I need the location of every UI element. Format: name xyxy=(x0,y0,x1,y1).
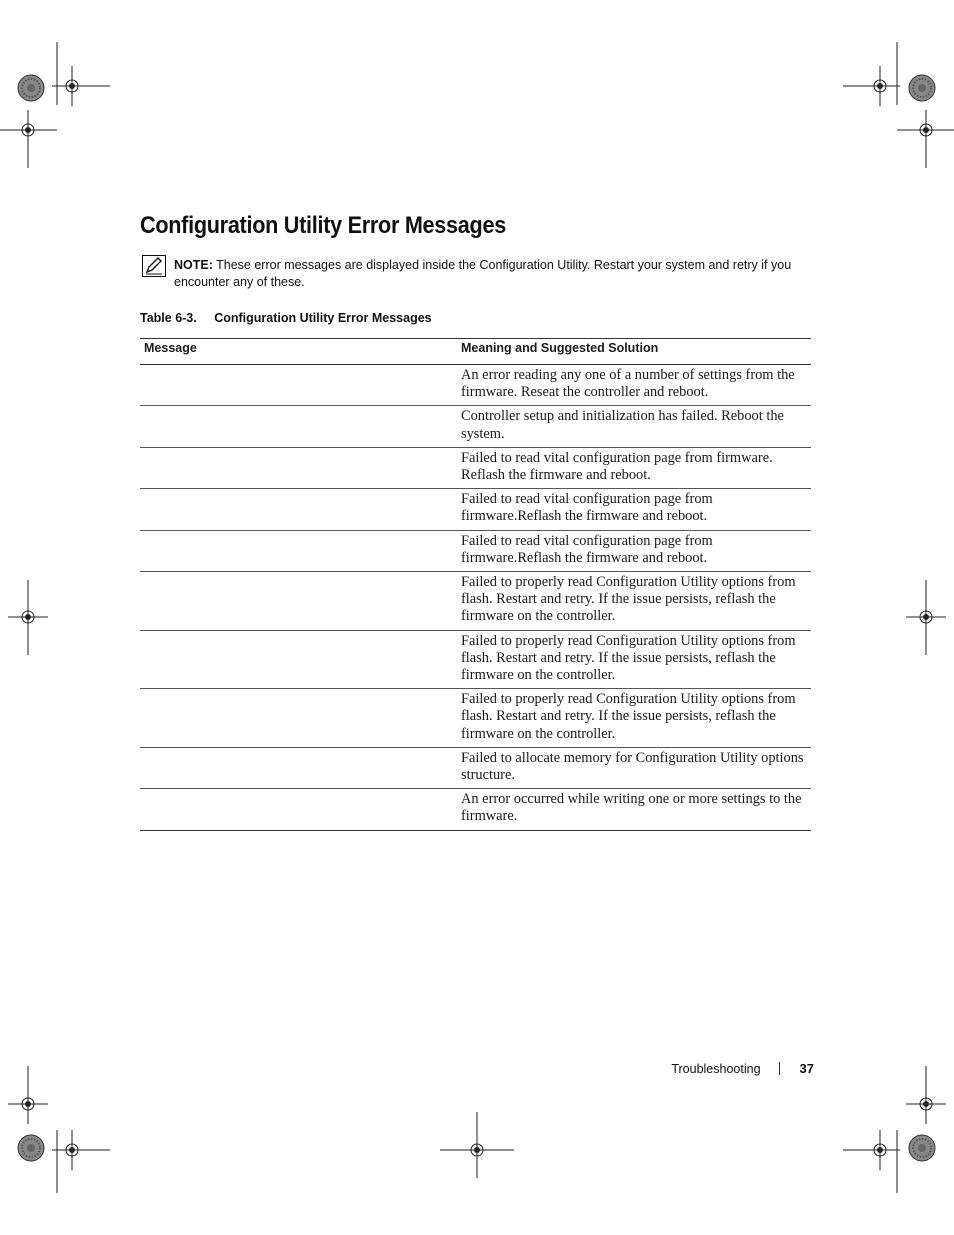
table-caption xyxy=(140,311,432,325)
meaning-cell: Controller setup and initialization has failed. Reboot the system. xyxy=(457,406,811,447)
meaning-cell: Failed to read vital configuration page from firmware.Reflash the firmware and reboot. xyxy=(457,530,811,571)
page-title: Configuration Utility Error Messages xyxy=(140,212,506,239)
page-footer xyxy=(671,1061,814,1076)
note-pencil-icon xyxy=(142,255,166,277)
error-messages-table xyxy=(140,338,811,831)
footer-section: Troubleshooting xyxy=(671,1061,761,1076)
table-row xyxy=(140,747,811,788)
meaning-cell: An error reading any one of a number of settings from the firmware. Reseat the controller and reboot. xyxy=(457,365,811,406)
message-cell xyxy=(140,689,457,748)
footer-divider xyxy=(779,1062,780,1075)
table-row xyxy=(140,530,811,571)
table-row xyxy=(140,630,811,689)
message-cell xyxy=(140,365,457,406)
message-cell xyxy=(140,530,457,571)
meaning-cell: Failed to read vital configuration page from firmware. Reflash the firmware and reboot. xyxy=(457,447,811,488)
meaning-cell: Failed to properly read Configuration Utility options from flash. Restart and retry. If the issue persists, reflash the firmware on the controller. xyxy=(457,689,811,748)
meaning-cell: Failed to properly read Configuration Utility options from flash. Restart and retry. If the issue persists, reflash the firmware on the controller. xyxy=(457,630,811,689)
header-message: Message xyxy=(140,339,457,365)
table-caption-number: Table 6-3. xyxy=(140,311,197,325)
table-row xyxy=(140,365,811,406)
message-cell xyxy=(140,406,457,447)
message-cell xyxy=(140,489,457,530)
note-block xyxy=(174,257,810,291)
message-cell xyxy=(140,747,457,788)
meaning-cell: Failed to read vital configuration page from firmware.Reflash the firmware and reboot. xyxy=(457,489,811,530)
table-row xyxy=(140,489,811,530)
table-row xyxy=(140,789,811,830)
message-cell xyxy=(140,789,457,830)
table-row xyxy=(140,447,811,488)
table-row xyxy=(140,406,811,447)
table-row xyxy=(140,689,811,748)
message-cell xyxy=(140,572,457,631)
note-text: These error messages are displayed inside the Configuration Utility. Restart your system and retry if you encounter any of these. xyxy=(174,258,792,289)
header-meaning: Meaning and Suggested Solution xyxy=(457,339,811,365)
message-cell xyxy=(140,630,457,689)
meaning-cell: An error occurred while writing one or more settings to the firmware. xyxy=(457,789,811,830)
table-row xyxy=(140,572,811,631)
meaning-cell: Failed to allocate memory for Configuration Utility options structure. xyxy=(457,747,811,788)
message-cell xyxy=(140,447,457,488)
note-label: NOTE: xyxy=(174,258,213,272)
table-caption-title: Configuration Utility Error Messages xyxy=(214,311,432,325)
page-number: 37 xyxy=(799,1061,814,1076)
table-header-row xyxy=(140,339,811,365)
meaning-cell: Failed to properly read Configuration Utility options from flash. Restart and retry. If the issue persists, reflash the firmware on the controller. xyxy=(457,572,811,631)
